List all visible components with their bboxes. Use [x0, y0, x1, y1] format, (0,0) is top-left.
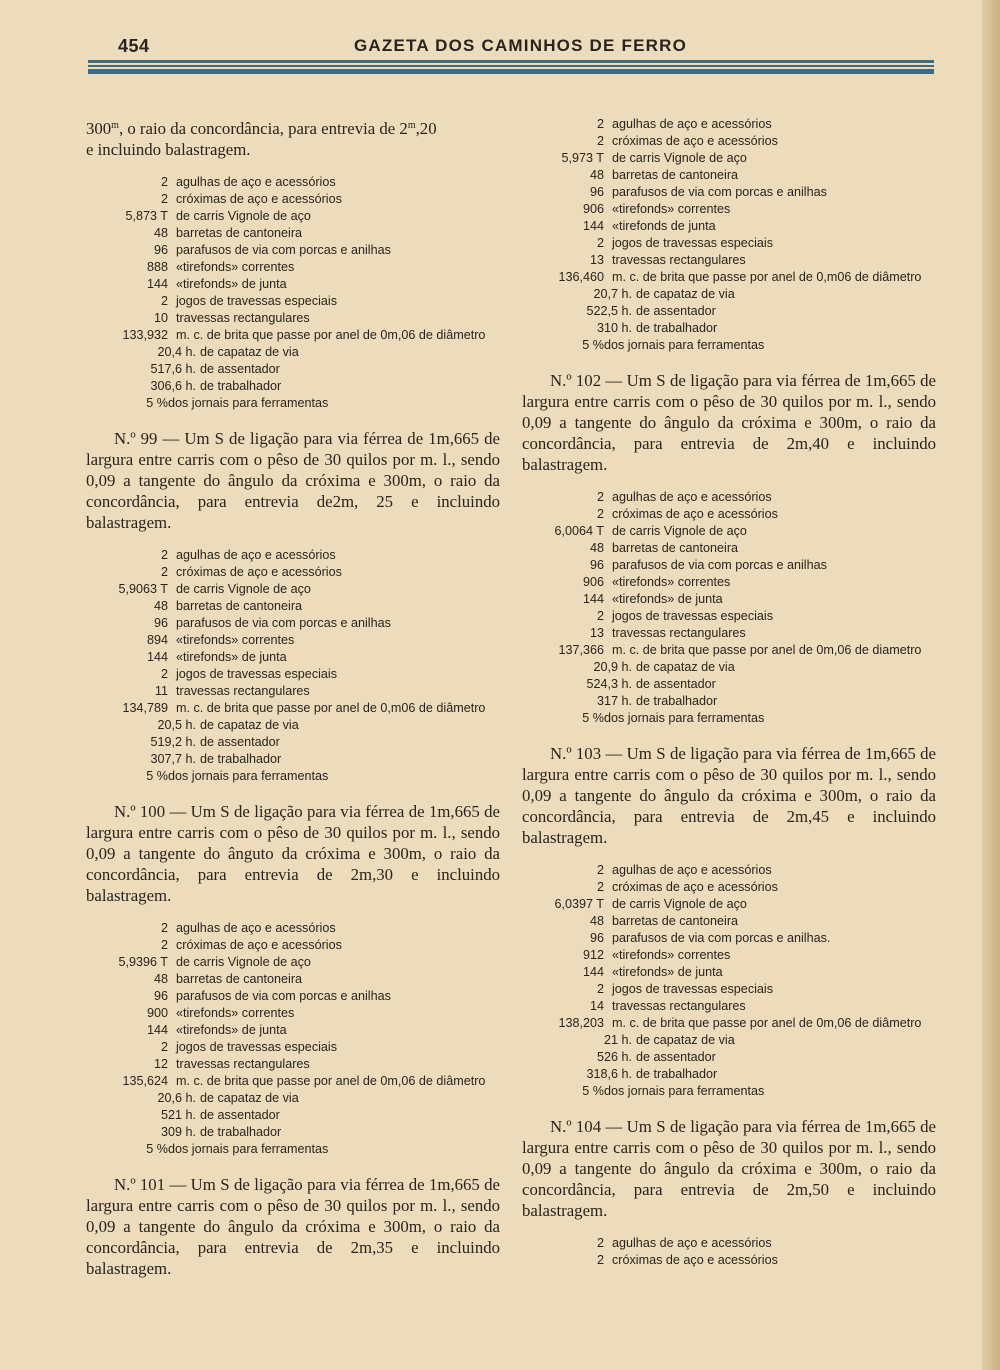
item-quantity: 96	[589, 931, 604, 945]
item-quantity: 48	[589, 914, 604, 928]
list-item	[522, 506, 936, 523]
item-description: barretas de cantoneira	[176, 972, 303, 986]
list-item	[522, 676, 936, 693]
item-quantity: 526 h.	[596, 1050, 632, 1064]
item-quantity: 14	[589, 999, 604, 1013]
item-description: agulhas de aço e acessórios	[176, 921, 336, 935]
item-description: barretas de cantoneira	[612, 914, 739, 928]
item-quantity: 21 h.	[603, 1033, 632, 1047]
item-quantity: 5 %	[582, 1084, 604, 1098]
item-description: jogos de travessas especiais	[176, 1040, 338, 1054]
item-description: de capataz de via	[636, 1033, 735, 1047]
item-description: m. c. de brita que passe por anel de 0m,06 de diâmetro	[176, 1074, 486, 1088]
list-item	[86, 598, 500, 615]
item-quantity: 912	[582, 948, 604, 962]
list-item	[86, 174, 500, 191]
item-quantity: 144	[146, 277, 168, 291]
item-quantity: 20,4 h.	[157, 345, 196, 359]
list-item	[522, 303, 936, 320]
paragraph-104: N.º 104 — Um S de ligação para via férrea de 1m,665 de largura entre carris com o pêso de 30 quilos por m. l., sendo 0,09 a tangente do ângulo da cróxima e 300m, o raio da concordância, para entrevia de 2m,50 e incluindo balastragem.	[522, 1117, 936, 1220]
item-quantity: 2	[160, 548, 168, 562]
item-quantity: 522,5 h.	[586, 304, 632, 318]
item-description: «tirefonds» correntes	[612, 948, 731, 962]
item-description: m. c. de brita que passe por anel de 0m,06 de diametro	[612, 643, 922, 657]
item-quantity: 96	[589, 558, 604, 572]
list-item	[522, 184, 936, 201]
item-description: m. c. de brita que passe por anel de 0,m06 de diâmetro	[612, 270, 922, 284]
list-item	[86, 344, 500, 361]
item-description: dos jornais para ferramentas	[168, 769, 329, 783]
item-description: m. c. de brita que passe por anel de 0m,06 de diâmetro	[612, 1016, 922, 1030]
right-column	[522, 116, 936, 1269]
item-quantity: 5 %	[582, 338, 604, 352]
item-description: cróximas de aço e acessórios	[176, 192, 342, 206]
item-quantity: 137,366	[558, 643, 604, 657]
item-description: «tirefonds» correntes	[612, 575, 731, 589]
list-item	[522, 1252, 936, 1269]
list-item	[522, 1235, 936, 1252]
item-description: parafusos de via com porcas e anilhas	[176, 616, 391, 630]
item-quantity: 2	[160, 921, 168, 935]
list-item	[86, 1005, 500, 1022]
item-description: de assentador	[200, 735, 280, 749]
item-description: dos jornais para ferramentas	[604, 1084, 765, 1098]
item-quantity: 906	[582, 575, 604, 589]
item-quantity: 133,932	[122, 328, 168, 342]
list-item	[522, 320, 936, 337]
paragraph-102: N.º 102 — Um S de ligação para via férrea de 1m,665 de largura entre carris com o pêso de 30 quilos por m. l., sendo 0,09 a tangente do ângulo da cróxima e 300m, o raio da concordância, para entrevia de 2m,40 e incluindo balastragem.	[522, 371, 936, 474]
list-item	[522, 964, 936, 981]
header-rule	[88, 60, 934, 74]
list-item	[522, 1066, 936, 1083]
item-description: parafusos de via com porcas e anilhas	[612, 185, 827, 199]
list-item	[86, 208, 500, 225]
item-description: de carris Vignole de aço	[612, 151, 747, 165]
list-item	[86, 751, 500, 768]
list-item	[522, 557, 936, 574]
materials-list-104	[522, 1235, 936, 1269]
item-quantity: 521 h.	[160, 1108, 196, 1122]
item-quantity: 2	[596, 236, 604, 250]
list-item	[522, 540, 936, 557]
item-description: jogos de travessas especiais	[612, 609, 774, 623]
list-item	[86, 768, 500, 785]
list-item	[522, 201, 936, 218]
list-item	[522, 218, 936, 235]
item-quantity: 906	[582, 202, 604, 216]
item-quantity: 5,9063 T	[118, 582, 168, 596]
materials-list-99	[86, 547, 500, 785]
item-quantity: 2	[596, 1236, 604, 1250]
list-item	[522, 693, 936, 710]
item-quantity: 144	[582, 965, 604, 979]
item-quantity: 10	[153, 311, 168, 325]
list-item	[86, 581, 500, 598]
item-description: cróximas de aço e acessórios	[612, 134, 778, 148]
item-description: «tirefonds» correntes	[176, 1006, 295, 1020]
item-description: de trabalhador	[636, 321, 718, 335]
list-item	[86, 259, 500, 276]
item-description: agulhas de aço e acessórios	[612, 863, 772, 877]
list-item	[86, 700, 500, 717]
item-quantity: 48	[153, 972, 168, 986]
item-quantity: 5 %	[146, 1142, 168, 1156]
list-item	[522, 625, 936, 642]
item-description: «tirefonds» correntes	[176, 633, 295, 647]
item-quantity: 5 %	[582, 711, 604, 725]
item-quantity: 2	[160, 294, 168, 308]
item-quantity: 12	[153, 1057, 168, 1071]
item-quantity: 2	[160, 667, 168, 681]
item-description: «tirefonds» de junta	[176, 650, 287, 664]
item-quantity: 2	[596, 134, 604, 148]
list-item	[86, 1039, 500, 1056]
list-item	[86, 1141, 500, 1158]
item-quantity: 2	[596, 982, 604, 996]
item-description: de assentador	[636, 1050, 716, 1064]
item-description: jogos de travessas especiais	[176, 667, 338, 681]
list-item	[86, 564, 500, 581]
materials-list-102	[522, 489, 936, 727]
item-description: «tirefonds» de junta	[176, 277, 287, 291]
list-item	[522, 1032, 936, 1049]
item-description: agulhas de aço e acessórios	[176, 548, 336, 562]
item-quantity: 144	[582, 592, 604, 606]
item-description: de trabalhador	[636, 694, 718, 708]
paragraph-101: N.º 101 — Um S de ligação para via férrea de 1m,665 de largura entre carris com o pêso de 30 quilos por m. l., sendo 0,09 a tangente do ângulo da cróxima e 300m, o raio da concordância, para entrevia de 2m,35 e incluindo balastragem.	[86, 1175, 500, 1278]
item-description: de carris Vignole de aço	[176, 955, 311, 969]
item-description: travessas rectangulares	[176, 1057, 310, 1071]
list-item	[86, 1056, 500, 1073]
item-description: agulhas de aço e acessórios	[176, 175, 336, 189]
item-description: parafusos de via com porcas e anilhas	[612, 558, 827, 572]
item-quantity: 20,9 h.	[593, 660, 632, 674]
item-quantity: 2	[160, 938, 168, 952]
item-quantity: 20,5 h.	[157, 718, 196, 732]
left-column	[86, 118, 500, 1279]
item-quantity: 144	[146, 1023, 168, 1037]
item-quantity: 307,7 h.	[150, 752, 196, 766]
item-description: m. c. de brita que passe por anel de 0m,06 de diâmetro	[176, 328, 486, 342]
list-item	[86, 734, 500, 751]
materials-list-101	[522, 116, 936, 354]
paragraph-98-end: 300$^m$, o raio da concordância, para entrevia de 2$^m$,20 e incluindo balastragem.	[86, 119, 437, 159]
list-item	[86, 649, 500, 666]
list-item	[86, 632, 500, 649]
list-item	[86, 666, 500, 683]
materials-list-100	[86, 920, 500, 1158]
item-description: de trabalhador	[636, 1067, 718, 1081]
item-description: m. c. de brita que passe por anel de 0,m06 de diâmetro	[176, 701, 486, 715]
item-description: de assentador	[200, 362, 280, 376]
item-quantity: 318,6 h.	[586, 1067, 632, 1081]
item-description: cróximas de aço e acessórios	[612, 507, 778, 521]
list-item	[86, 547, 500, 564]
item-description: de carris Vignole de aço	[612, 524, 747, 538]
item-description: agulhas de aço e acessórios	[612, 1236, 772, 1250]
list-item	[86, 1090, 500, 1107]
materials-list-103	[522, 862, 936, 1100]
paragraph-103: N.º 103 — Um S de ligação para via férrea de 1m,665 de largura entre carris com o pêso de 30 quilos por m. l., sendo 0,09 a tangente do ângulo da cróxima e 300m, o raio da concordância, para entrevia de 2m,45 e incluindo balastragem.	[522, 744, 936, 847]
item-quantity: 96	[589, 185, 604, 199]
item-quantity: 136,460	[558, 270, 604, 284]
item-quantity: 96	[153, 616, 168, 630]
item-quantity: 135,624	[122, 1074, 168, 1088]
item-quantity: 310 h.	[596, 321, 632, 335]
list-item	[522, 150, 936, 167]
item-description: de capataz de via	[636, 660, 735, 674]
item-description: jogos de travessas especiais	[176, 294, 338, 308]
item-quantity: 144	[582, 219, 604, 233]
item-description: jogos de travessas especiais	[612, 236, 774, 250]
item-description: dos jornais para ferramentas	[604, 338, 765, 352]
item-description: «tirefonds» correntes	[176, 260, 295, 274]
item-quantity: 5 %	[146, 769, 168, 783]
item-quantity: 96	[153, 989, 168, 1003]
item-description: cróximas de aço e acessórios	[612, 1253, 778, 1267]
item-description: travessas rectangulares	[612, 253, 746, 267]
list-item	[522, 574, 936, 591]
item-description: «tirefonds» de junta	[176, 1023, 287, 1037]
list-item	[522, 659, 936, 676]
list-item	[86, 310, 500, 327]
page-number: 454	[118, 36, 150, 56]
list-item	[522, 947, 936, 964]
list-item	[86, 954, 500, 971]
item-quantity: 2	[160, 1040, 168, 1054]
page-edge	[982, 0, 1000, 1370]
journal-title: GAZETA DOS CAMINHOS DE FERRO	[354, 36, 687, 55]
item-quantity: 138,203	[558, 1016, 604, 1030]
item-quantity: 5,873 T	[125, 209, 168, 223]
item-description: de assentador	[636, 677, 716, 691]
list-item	[522, 591, 936, 608]
list-item	[86, 361, 500, 378]
list-item	[522, 269, 936, 286]
item-description: de carris Vignole de aço	[176, 582, 311, 596]
list-item	[522, 133, 936, 150]
item-description: «tirefonds» de junta	[612, 965, 723, 979]
item-quantity: 134,789	[122, 701, 168, 715]
item-quantity: 48	[153, 226, 168, 240]
list-item	[86, 615, 500, 632]
item-description: travessas rectangulares	[612, 626, 746, 640]
item-quantity: 306,6 h.	[150, 379, 196, 393]
item-description: cróximas de aço e acessórios	[612, 880, 778, 894]
item-description: travessas rectangulares	[176, 684, 310, 698]
paragraph-99: N.º 99 — Um S de ligação para via férrea de 1m,665 de largura entre carris com o pêso de 30 quilos por m. l., sendo 0,09 a tangente do ângulo da cróxima e 300m, o raio da concordância, para entrevia de2m, 25 e incluindo balastragem.	[86, 429, 500, 532]
list-item	[86, 1022, 500, 1039]
list-item	[86, 293, 500, 310]
item-quantity: 144	[146, 650, 168, 664]
list-item	[522, 235, 936, 252]
list-item	[522, 930, 936, 947]
item-description: barretas de cantoneira	[612, 541, 739, 555]
item-description: de assentador	[636, 304, 716, 318]
item-description: cróximas de aço e acessórios	[176, 938, 342, 952]
item-quantity: 5,9396 T	[118, 955, 168, 969]
item-description: de assentador	[200, 1108, 280, 1122]
item-description: parafusos de via com porcas e anilhas.	[612, 931, 831, 945]
list-item	[522, 286, 936, 303]
item-description: de trabalhador	[200, 379, 282, 393]
item-description: de trabalhador	[200, 1125, 282, 1139]
item-description: parafusos de via com porcas e anilhas	[176, 989, 391, 1003]
item-quantity: 6,0064 T	[554, 524, 604, 538]
list-item	[86, 191, 500, 208]
item-description: agulhas de aço e acessórios	[612, 117, 772, 131]
list-item	[86, 971, 500, 988]
item-description: de trabalhador	[200, 752, 282, 766]
list-item	[522, 862, 936, 879]
item-description: «tirefonds» correntes	[612, 202, 731, 216]
page-header	[88, 34, 934, 58]
item-quantity: 48	[589, 541, 604, 555]
item-description: de capataz de via	[636, 287, 735, 301]
list-item	[522, 998, 936, 1015]
item-quantity: 317 h.	[596, 694, 632, 708]
item-description: de capataz de via	[200, 718, 299, 732]
list-item	[86, 395, 500, 412]
item-quantity: 2	[596, 490, 604, 504]
item-quantity: 524,3 h.	[586, 677, 632, 691]
item-quantity: 2	[596, 863, 604, 877]
item-description: dos jornais para ferramentas	[168, 396, 329, 410]
item-quantity: 2	[160, 565, 168, 579]
item-description: de carris Vignole de aço	[176, 209, 311, 223]
list-item	[522, 913, 936, 930]
item-description: de carris Vignole de aço	[612, 897, 747, 911]
item-quantity: 519,2 h.	[150, 735, 196, 749]
list-item	[86, 717, 500, 734]
list-item	[522, 523, 936, 540]
list-item	[86, 327, 500, 344]
item-quantity: 20,7 h.	[593, 287, 632, 301]
list-item	[86, 276, 500, 293]
item-description: de capataz de via	[200, 345, 299, 359]
item-quantity: 11	[154, 684, 168, 698]
item-description: «tirefonds» de junta	[612, 592, 723, 606]
list-item	[522, 252, 936, 269]
list-item	[86, 988, 500, 1005]
list-item	[522, 710, 936, 727]
item-quantity: 6,0397 T	[554, 897, 604, 911]
list-item	[522, 1083, 936, 1100]
list-item	[522, 489, 936, 506]
materials-list-98	[86, 174, 500, 412]
item-quantity: 13	[589, 626, 604, 640]
list-item	[522, 981, 936, 998]
item-description: parafusos de via com porcas e anilhas	[176, 243, 391, 257]
item-description: jogos de travessas especiais	[612, 982, 774, 996]
list-item	[522, 642, 936, 659]
item-quantity: 48	[153, 599, 168, 613]
item-quantity: 894	[146, 633, 168, 647]
item-quantity: 2	[160, 175, 168, 189]
item-quantity: 48	[589, 168, 604, 182]
item-quantity: 900	[146, 1006, 168, 1020]
item-quantity: 96	[153, 243, 168, 257]
list-item	[86, 225, 500, 242]
list-item	[522, 608, 936, 625]
list-item	[522, 879, 936, 896]
list-item	[86, 242, 500, 259]
item-quantity: 2	[596, 1253, 604, 1267]
list-item	[86, 1124, 500, 1141]
list-item	[522, 1049, 936, 1066]
list-item	[522, 116, 936, 133]
item-quantity: 5 %	[146, 396, 168, 410]
list-item	[522, 1015, 936, 1032]
item-quantity: 20,6 h.	[157, 1091, 196, 1105]
item-description: barretas de cantoneira	[176, 226, 303, 240]
item-description: dos jornais para ferramentas	[168, 1142, 329, 1156]
item-quantity: 2	[596, 507, 604, 521]
item-quantity: 2	[596, 117, 604, 131]
list-item	[522, 896, 936, 913]
list-item	[86, 683, 500, 700]
list-item	[86, 920, 500, 937]
item-description: barretas de cantoneira	[612, 168, 739, 182]
item-description: cróximas de aço e acessórios	[176, 565, 342, 579]
item-quantity: 888	[146, 260, 168, 274]
item-description: barretas de cantoneira	[176, 599, 303, 613]
paragraph-100: N.º 100 — Um S de ligação para via férrea de 1m,665 de largura entre carris com o pêso de 30 quilos por m. l., sendo 0,09 a tangente do ânguto da cróxima e 300m, o raio da concordância, para entrevia de 2m,30 e incluindo balastragem.	[86, 802, 500, 905]
list-item	[86, 1073, 500, 1090]
item-description: travessas rectangulares	[176, 311, 310, 325]
item-quantity: 13	[589, 253, 604, 267]
item-quantity: 5,973 T	[561, 151, 604, 165]
item-quantity: 309 h.	[160, 1125, 196, 1139]
list-item	[522, 167, 936, 184]
item-quantity: 517,6 h.	[150, 362, 196, 376]
item-description: de capataz de via	[200, 1091, 299, 1105]
list-item	[86, 1107, 500, 1124]
list-item	[522, 337, 936, 354]
item-quantity: 2	[160, 192, 168, 206]
item-description: «tirefonds de junta	[612, 219, 716, 233]
item-quantity: 2	[596, 880, 604, 894]
item-description: dos jornais para ferramentas	[604, 711, 765, 725]
list-item	[86, 378, 500, 395]
item-description: agulhas de aço e acessórios	[612, 490, 772, 504]
item-description: travessas rectangulares	[612, 999, 746, 1013]
list-item	[86, 937, 500, 954]
item-quantity: 2	[596, 609, 604, 623]
